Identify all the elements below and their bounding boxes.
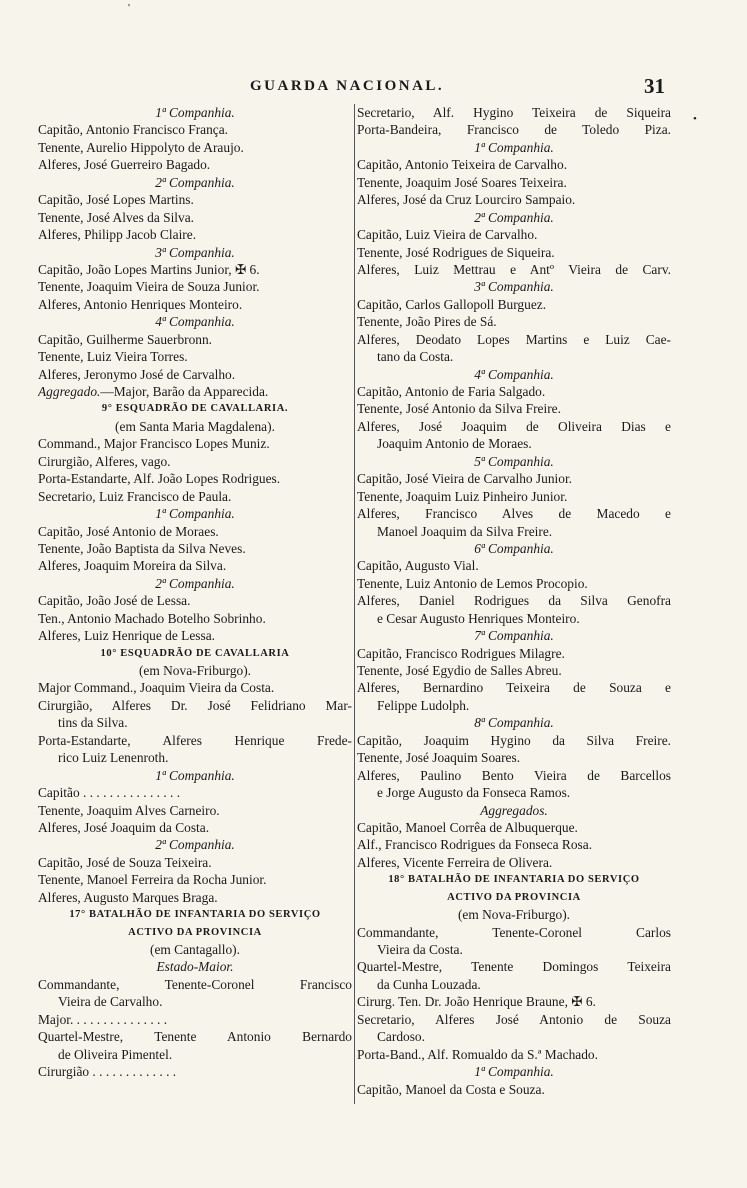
- company-heading: 7ª Companhia.: [474, 628, 554, 644]
- entry-line: Tenente, João Baptista da Silva Neves.: [38, 540, 246, 556]
- company-heading: 1ª Companhia.: [155, 767, 235, 783]
- company-heading: 6ª Companhia.: [474, 540, 554, 556]
- entry-line: Tenente, Luiz Vieira Torres.: [38, 349, 188, 365]
- entry-line: Tenente, João Pires de Sá.: [357, 314, 497, 330]
- entry-line: Major Command., Joaquim Vieira da Costa.: [38, 680, 275, 696]
- entry-line: Alferes, Francisco Alves de Macedo e: [357, 506, 671, 522]
- company-heading: 5ª Companhia.: [474, 453, 554, 469]
- entry-line: Capitão, Joaquim Hygino da Silva Freire.: [357, 732, 671, 748]
- company-heading: 2ª Companhia.: [155, 837, 235, 853]
- company-heading: 2ª Companhia.: [474, 209, 554, 225]
- column-divider: [354, 104, 355, 1104]
- company-heading: 4ª Companhia.: [474, 366, 554, 382]
- company-heading: 1ª Companhia.: [155, 105, 235, 120]
- entry-line: Alferes, Jeronymo José de Carvalho.: [38, 366, 236, 382]
- entry-line: de Oliveira Pimentel.: [58, 1046, 173, 1062]
- company-heading: Estado-Maior.: [156, 959, 234, 975]
- section-heading: 10° ESQUADRÃO DE CAVALLARIA: [100, 647, 290, 659]
- entry-line: Commandante, Tenente-Coronel Francisco: [38, 976, 352, 992]
- entry-line: Manoel Joaquim da Silva Freire.: [377, 523, 553, 539]
- company-heading: 3ª Companhia.: [155, 244, 235, 260]
- entry-line: Cirurg. Ten. Dr. João Henrique Braune, ✠ 6.: [357, 994, 596, 1010]
- entry-line: Capitão, Manoel da Costa e Souza.: [357, 1081, 545, 1097]
- entry-line: Tenente, José Alves da Silva.: [38, 209, 194, 225]
- entry-line: Alferes, Vicente Ferreira de Olivera.: [357, 854, 553, 870]
- margin-bullet: •: [693, 113, 697, 125]
- entry-line: Vieira da Costa.: [377, 942, 463, 957]
- entry-line: Tenente, Manoel Ferreira da Rocha Junior.: [38, 872, 267, 888]
- entry-line: Cirurgião, Alferes Dr. José Felidriano Mar-: [38, 697, 352, 713]
- entry-line: Alf., Francisco Rodrigues da Fonseca Rosa.: [357, 837, 593, 853]
- location-line: (em Nova-Friburgo).: [457, 907, 571, 923]
- entry-line: Capitão, Guilherme Sauerbronn.: [38, 331, 213, 347]
- entry-line: Secretario, Alferes José Antonio de Souza: [357, 1011, 671, 1027]
- entry-line: Alferes, José Joaquim de Oliveira Dias e: [357, 418, 671, 434]
- entry-line: da Cunha Louzada.: [377, 976, 481, 992]
- entry-line: Commandante, Tenente-Coronel Carlos: [357, 924, 671, 940]
- company-heading: 3ª Companhia.: [474, 279, 554, 295]
- entry-line: Capitão, Augusto Vial.: [357, 558, 479, 574]
- page-number: 31: [644, 74, 665, 98]
- left-column: [38, 104, 352, 1081]
- entry-line: Tenente, Luiz Antonio de Lemos Procopio.: [357, 575, 588, 591]
- entry-line: Capitão, Manoel Corrêa de Albuquerque.: [357, 819, 578, 835]
- entry-line: Capitão, Antonio Francisco França.: [38, 122, 229, 138]
- company-heading: 1ª Companhia.: [155, 506, 235, 522]
- entry-line: Capitão, José Antonio de Moraes.: [38, 523, 219, 539]
- section-heading: 9° ESQUADRÃO DE CAVALLARIA.: [101, 403, 289, 415]
- entry-line: Capitão, José Lopes Martins.: [38, 192, 194, 208]
- entry-line: Alferes, José da Cruz Lourciro Sampaio.: [357, 192, 576, 208]
- entry-line: Alferes, Joaquim Moreira da Silva.: [38, 558, 227, 574]
- entry-line: Tenente, Joaquim Alves Carneiro.: [38, 802, 220, 818]
- entry-line: Command., Major Francisco Lopes Muniz.: [38, 436, 270, 452]
- entry-line: Quartel-Mestre, Tenente Antonio Bernardo: [38, 1029, 352, 1045]
- entry-line: Capitão, Carlos Gallopoll Burguez.: [357, 296, 547, 312]
- entry-line: Capitão . . . . . . . . . . . . . . .: [38, 785, 181, 801]
- company-heading: 2ª Companhia.: [155, 174, 235, 190]
- entry-line: Porta-Bandeira, Francisco de Toledo Piza.: [357, 122, 671, 138]
- entry-line: Alferes, Deodato Lopes Martins e Luiz Cae-: [357, 331, 671, 347]
- entry-line: Ten., Antonio Machado Botelho Sobrinho.: [38, 610, 266, 626]
- entry-line: Capitão, João Lopes Martins Junior, ✠ 6.: [38, 261, 260, 277]
- entry-line: Secretario, Alf. Hygino Teixeira de Siqueira: [357, 105, 671, 120]
- entry-line: Tenente, Joaquim Vieira de Souza Junior.: [38, 279, 260, 295]
- location-line: (em Nova-Friburgo).: [138, 663, 252, 678]
- entry-line: Secretario, Luiz Francisco de Paula.: [38, 488, 232, 504]
- company-heading: 2ª Companhia.: [155, 575, 235, 591]
- entry-line: Felippe Ludolph.: [377, 697, 470, 713]
- section-heading: ACTIVO DA PROVINCIA: [447, 891, 581, 903]
- entry-line: Tenente, Joaquim José Soares Teixeira.: [357, 174, 567, 190]
- entry-line: Tenente, Joaquim Luiz Pinheiro Junior.: [357, 488, 568, 504]
- entry-line: Porta-Estandarte, Alferes Henrique Frede-: [38, 732, 352, 748]
- entry-line: Alferes, Antonio Henriques Monteiro.: [38, 296, 243, 312]
- entry-line: Cirurgião, Alferes, vago.: [38, 453, 171, 469]
- entry-line: Quartel-Mestre, Tenente Domingos Teixeira: [357, 959, 671, 975]
- entry-line: Capitão, Antonio Teixeira de Carvalho.: [357, 157, 568, 173]
- company-heading: 8ª Companhia.: [474, 715, 554, 731]
- entry-line: Capitão, Luiz Vieira de Carvalho.: [357, 227, 538, 243]
- entry-line: Alferes, Luiz Mettrau e Antº Vieira de Carv.: [357, 261, 671, 277]
- entry-line: e Jorge Augusto da Fonseca Ramos.: [377, 785, 571, 801]
- entry-line: Tenente, José Rodrigues de Siqueira.: [357, 244, 555, 260]
- entry-line: Aggregado.—Major, Barão da Apparecida.: [38, 384, 269, 399]
- entry-line: Capitão, Antonio de Faria Salgado.: [357, 384, 546, 399]
- entry-line: Cardoso.: [377, 1029, 425, 1045]
- entry-line: tano da Costa.: [377, 349, 454, 365]
- stray-mark: ': [128, 2, 130, 14]
- entry-line: Major. . . . . . . . . . . . . . .: [38, 1011, 168, 1027]
- entry-line: Capitão, José Vieira de Carvalho Junior.: [357, 471, 573, 487]
- company-heading: 1ª Companhia.: [474, 139, 554, 155]
- entry-line: Vieira de Carvalho.: [58, 994, 163, 1010]
- company-heading: Aggregados.: [480, 802, 548, 818]
- entry-line: Porta-Band., Alf. Romualdo da S.ª Machado.: [357, 1046, 598, 1062]
- location-line: (em Cantagallo).: [150, 942, 240, 957]
- entry-line: Porta-Estandarte, Alf. João Lopes Rodrigues.: [38, 471, 281, 487]
- entry-line: Capitão, João José de Lessa.: [38, 593, 191, 609]
- entry-line: Capitão, José de Souza Teixeira.: [38, 854, 212, 870]
- entry-line: Alferes, Luiz Henrique de Lessa.: [38, 628, 215, 644]
- entry-line: e Cesar Augusto Henriques Monteiro.: [377, 610, 580, 626]
- entry-line: Joaquim Antonio de Moraes.: [377, 436, 532, 452]
- entry-line: Tenente, José Egydio de Salles Abreu.: [357, 663, 562, 678]
- company-heading: 1ª Companhia.: [474, 1064, 554, 1080]
- entry-line: Alferes, Paulino Bento Vieira de Barcellos: [357, 767, 671, 783]
- running-title: GUARDA NACIONAL.: [250, 78, 445, 94]
- entry-line: Cirurgião . . . . . . . . . . . . .: [38, 1064, 177, 1080]
- entry-line: Alferes, Daniel Rodrigues da Silva Genofra: [357, 593, 671, 609]
- entry-line: Capitão, Francisco Rodrigues Milagre.: [357, 645, 565, 661]
- section-heading: 17° BATALHÃO DE INFANTARIA DO SERVIÇO: [69, 909, 321, 921]
- entry-line: Tenente, Aurelio Hippolyto de Araujo.: [38, 139, 244, 155]
- company-heading: 4ª Companhia.: [155, 314, 235, 330]
- entry-line: Tenente, José Joaquim Soares.: [357, 750, 521, 766]
- entry-line: Alferes, Augusto Marques Braga.: [38, 889, 218, 905]
- entry-line: tins da Silva.: [58, 715, 128, 731]
- page-header: [0, 74, 747, 102]
- entry-line: Alferes, Bernardino Teixeira de Souza e: [357, 680, 671, 696]
- entry-line: Alferes, José Guerreiro Bagado.: [38, 157, 211, 173]
- location-line: (em Santa Maria Magdalena).: [115, 418, 275, 434]
- section-heading: 18° BATALHÃO DE INFANTARIA DO SERVIÇO: [388, 874, 640, 886]
- entry-line: Alferes, José Joaquim da Costa.: [38, 819, 210, 835]
- aggregado-label: Aggregado.: [38, 384, 101, 399]
- entry-line: Tenente, José Antonio da Silva Freire.: [357, 401, 561, 417]
- right-column: [357, 104, 671, 1098]
- entry-line: rico Luiz Lenenroth.: [58, 750, 169, 766]
- entry-line: Alferes, Philipp Jacob Claire.: [38, 227, 197, 243]
- section-heading: ACTIVO DA PROVINCIA: [128, 926, 262, 938]
